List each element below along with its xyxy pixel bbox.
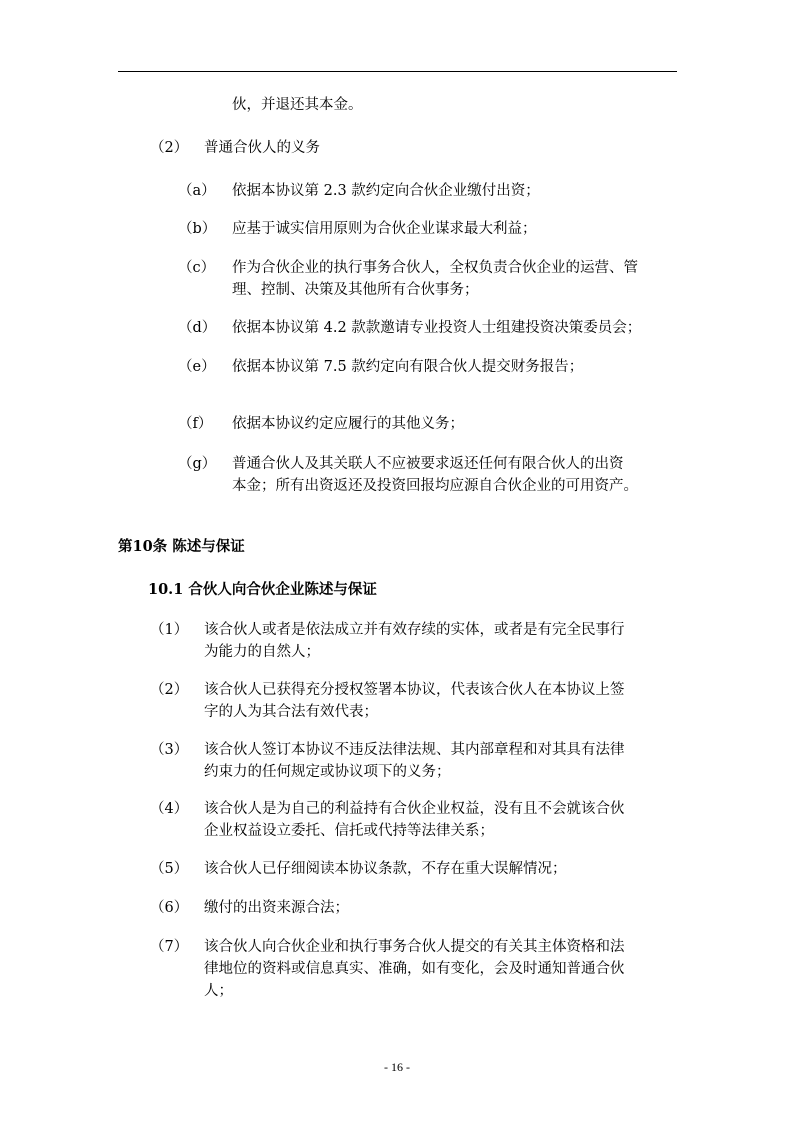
rep-text: 字的人为其合法有效代表； [204,704,378,720]
item-number: （g） [178,456,217,472]
rep-number: （7） [150,939,189,955]
rep-text: 律地位的资料或信息真实、准确，如有变化，会及时通知普通合伙 [204,961,625,977]
item-text: 理、控制、决策及其他所有合伙事务； [232,282,479,298]
item-number: （b） [178,221,217,237]
rep-number: （5） [150,861,189,877]
item-text: 本金；所有出资返还及投资回报均应源自合伙企业的可用资产。 [232,478,638,494]
item-number: （f） [178,416,213,432]
item-number: （a） [178,183,216,199]
item-text: 依据本协议约定应履行的其他义务； [232,416,464,432]
continuation-text: 伙，并退还其本金。 [232,97,363,113]
rep-number: （4） [150,801,189,817]
header-rule [118,71,677,72]
item-number: （e） [178,359,216,375]
rep-number: （1） [150,622,189,638]
item-text: 作为合伙企业的执行事务合伙人，全权负责合伙企业的运营、管 [232,260,638,276]
rep-number: （2） [150,682,189,698]
rep-number: （6） [150,900,189,916]
rep-text: 该合伙人已仔细阅读本协议条款，不存在重大误解情况； [204,861,567,877]
rep-text: 该合伙人向合伙企业和执行事务合伙人提交的有关其主体资格和法 [204,939,625,955]
item-number: （c） [178,260,216,276]
rep-text: 企业权益设立委托、信托或代持等法律关系； [204,823,494,839]
rep-text: 该合伙人已获得充分授权签署本协议，代表该合伙人在本协议上签 [204,682,625,698]
gp-duties-title: 普通合伙人的义务 [204,140,320,156]
rep-text: 人； [204,983,233,999]
rep-text: 该合伙人或者是依法成立并有效存续的实体，或者是有完全民事行 [204,622,625,638]
item-number: （d） [178,320,217,336]
article-heading: 第10条 陈述与保证 [118,538,245,555]
item-text: 依据本协议第 7.5 款约定向有限合伙人提交财务报告； [232,359,584,375]
rep-text: 该合伙人是为自己的利益持有合伙企业权益，没有且不会就该合伙 [204,801,625,817]
item-text: 普通合伙人及其关联人不应被要求返还任何有限合伙人的出资 [232,456,624,472]
section-heading: 10.1 合伙人向合伙企业陈述与保证 [148,581,377,598]
item-text: 应基于诚实信用原则为合伙企业谋求最大利益； [232,221,537,237]
gp-duties-number: （2） [150,140,189,156]
item-text: 依据本协议第 4.2 款款邀请专业投资人士组建投资决策委员会； [232,320,642,336]
rep-text: 该合伙人签订本协议不违反法律法规、其内部章程和对其具有法律 [204,742,625,758]
rep-text: 为能力的自然人； [204,644,320,660]
rep-text: 缴付的出资来源合法； [204,900,349,916]
item-text: 依据本协议第 2.3 款约定向合伙企业缴付出资； [232,183,540,199]
rep-text: 约束力的任何规定或协议项下的义务； [204,764,451,780]
page-number: - 16 - [384,1060,410,1074]
rep-number: （3） [150,742,189,758]
